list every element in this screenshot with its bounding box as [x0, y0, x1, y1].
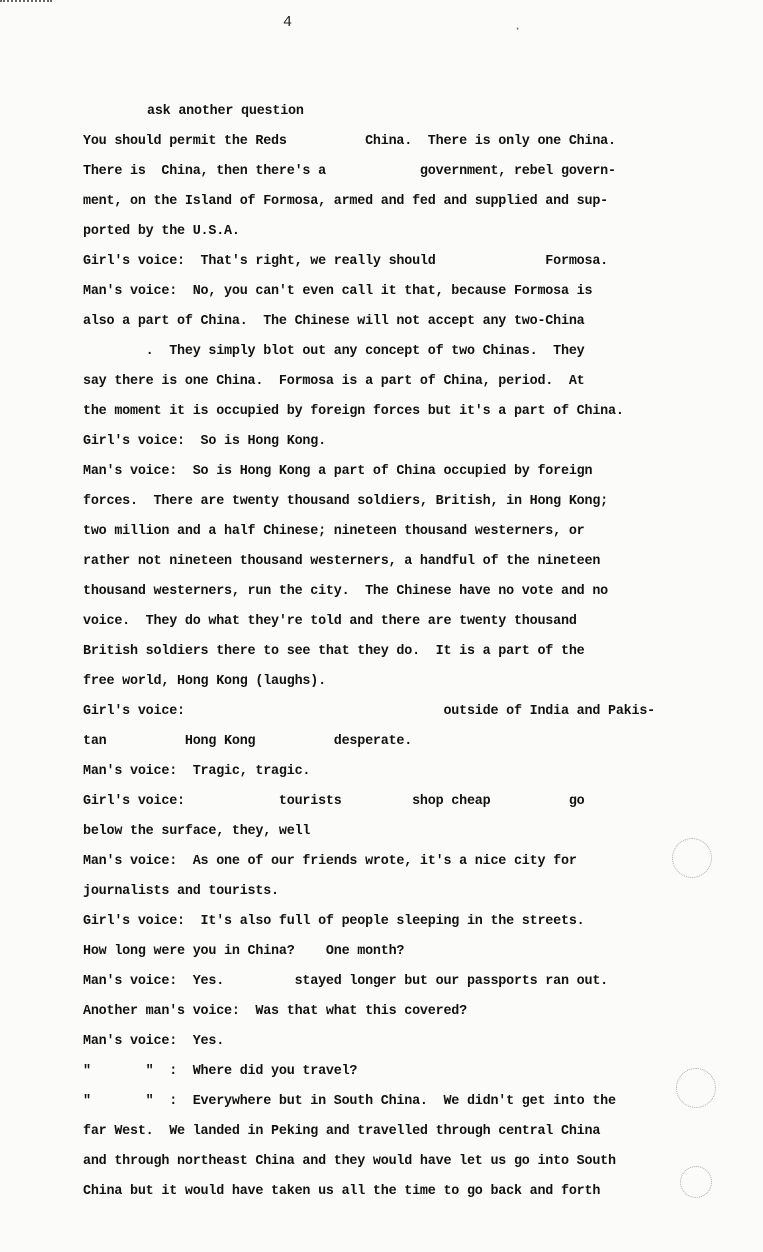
text-line: thousand westerners, run the city. The Chinese have no vote and no: [83, 584, 608, 599]
text-line: the moment it is occupied by foreign forces but it's a part of China.: [83, 404, 624, 419]
page-number: 4: [283, 14, 293, 31]
text-line: How long were you in China? One month?: [83, 944, 405, 959]
transcript-text: [83, 97, 743, 1207]
text-line: journalists and tourists.: [83, 884, 279, 899]
text-line: . They simply blot out any concept of two Chinas. They: [83, 344, 585, 359]
text-line: " " : Everywhere but in South China. We didn't get into the: [83, 1094, 616, 1109]
text-line: below the surface, they, well: [83, 824, 311, 839]
text-line: Girl's voice: That's right, we really should Formosa.: [83, 254, 608, 269]
text-line: China but it would have taken us all the time to go back and forth: [83, 1184, 601, 1199]
text-line: " " : Where did you travel?: [83, 1064, 358, 1079]
text-line: forces. There are twenty thousand soldiers, British, in Hong Kong;: [83, 494, 608, 509]
text-line: Girl's voice: It's also full of people sleeping in the streets.: [83, 914, 585, 929]
text-line: free world, Hong Kong (laughs).: [83, 674, 326, 689]
text-line: ment, on the Island of Formosa, armed and fed and supplied and sup-: [83, 194, 608, 209]
text-line: far West. We landed in Peking and travelled through central China: [83, 1124, 601, 1139]
text-line: ask another question: [147, 104, 304, 119]
text-line: There is China, then there's a government, rebel govern-: [83, 164, 616, 179]
top-edge-mark: [0, 0, 52, 2]
text-line: voice. They do what they're told and there are twenty thousand: [83, 614, 577, 629]
text-line: Girl's voice: So is Hong Kong.: [83, 434, 326, 449]
text-line: Man's voice: No, you can't even call it that, because Formosa is: [83, 284, 593, 299]
text-line: Another man's voice: Was that what this covered?: [83, 1004, 467, 1019]
text-line: two million and a half Chinese; nineteen thousand westerners, or: [83, 524, 585, 539]
text-line: ported by the U.S.A.: [83, 224, 240, 239]
text-line: Man's voice: So is Hong Kong a part of China occupied by foreign: [83, 464, 593, 479]
text-line: rather not nineteen thousand westerners, a handful of the nineteen: [83, 554, 601, 569]
text-line: say there is one China. Formosa is a part of China, period. At: [83, 374, 585, 389]
text-line: Man's voice: Tragic, tragic.: [83, 764, 311, 779]
text-line: Man's voice: Yes.: [83, 1034, 225, 1049]
text-line: also a part of China. The Chinese will not accept any two-China: [83, 314, 585, 329]
text-line: and through northeast China and they would have let us go into South: [83, 1154, 616, 1169]
text-line: Girl's voice: outside of India and Pakis-: [83, 704, 656, 719]
text-line: You should permit the Reds China. There is only one China.: [83, 134, 616, 149]
stray-dot-mark: ·: [514, 22, 522, 36]
text-line: Man's voice: Yes. stayed longer but our passports ran out.: [83, 974, 608, 989]
text-line: Man's voice: As one of our friends wrote, it's a nice city for: [83, 854, 577, 869]
text-line: Girl's voice: tourists shop cheap go: [83, 794, 585, 809]
text-line: tan Hong Kong desperate.: [83, 734, 413, 749]
text-line: British soldiers there to see that they do. It is a part of the: [83, 644, 585, 659]
